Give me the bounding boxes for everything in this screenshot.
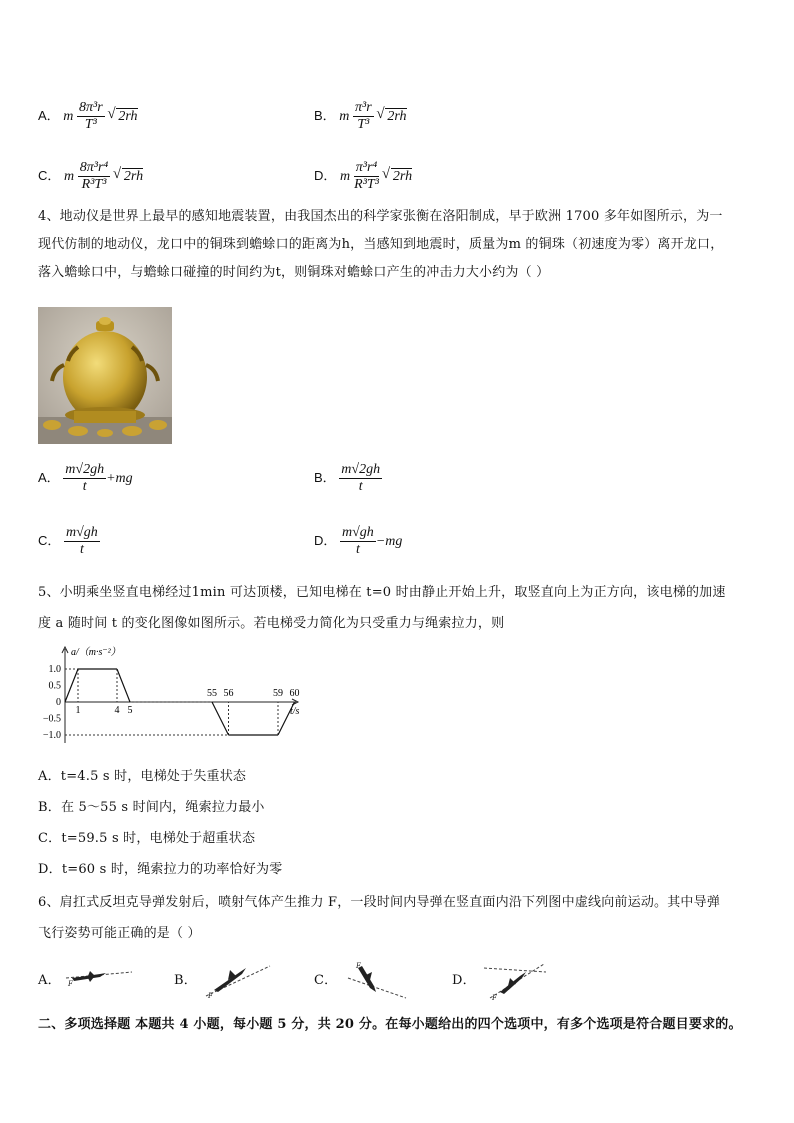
q4-line-3: 落入蟾蜍口中，与蟾蜍口碰撞的时间约为t，则铜珠对蟾蜍口产生的冲击力大小约为（ ）: [38, 265, 550, 280]
y-tick-label: 1.0: [48, 664, 61, 675]
option-letter: D．: [314, 532, 337, 548]
fraction-denominator: t: [82, 479, 87, 494]
q5-option-d: D．t=60 s 时，绳索拉力的功率恰好为零: [38, 862, 283, 877]
x-tick-label: 5: [127, 705, 133, 716]
fraction-numerator: m√gh: [342, 525, 374, 540]
q6-line-2: 飞行姿势可能正确的是（ ）: [38, 926, 201, 941]
fraction-numerator: 8π³r⁴: [79, 160, 109, 175]
q5-line-2: 度 a 随时间 t 的变化图像如图所示。若电梯受力简化为只受重力与绳索拉力，则: [38, 616, 505, 631]
option-letter: C．: [38, 167, 61, 183]
y-tick-label: −1.0: [42, 730, 61, 741]
acceleration-chart-svg: [34, 645, 314, 745]
option-letter: D．: [314, 167, 337, 183]
fraction-denominator: R³T³: [354, 177, 379, 192]
fraction-numerator: m√2gh: [341, 462, 381, 477]
fraction-denominator: T³: [84, 117, 97, 132]
fraction-numerator: π³r⁴: [355, 160, 378, 175]
fraction: [64, 525, 100, 558]
acceleration-chart: [34, 645, 314, 745]
math-m: m: [63, 108, 74, 124]
expression-tail: +mg: [106, 470, 133, 486]
q6-option-c-letter: C．: [314, 973, 338, 988]
option-letter: C．: [38, 532, 61, 548]
missile-b-icon: [200, 958, 272, 1000]
x-tick-label: 60: [289, 688, 300, 699]
y-tick-label: −0.5: [42, 713, 61, 725]
option-letter: B．: [314, 469, 336, 485]
q4-option-d: [314, 525, 402, 558]
q4-option-a: [38, 462, 133, 495]
y-axis-label: a/（m·s⁻²）: [71, 647, 121, 658]
q4-line-1: 4、地动仪是世界上最早的感知地震装置，由我国杰出的科学家张衡在洛阳制成，早于欧洲 1700 多年如图所示，为一: [38, 209, 723, 224]
fraction: [340, 525, 376, 558]
q3-option-b: [314, 100, 407, 133]
sqrt-expression: √ 2rh: [116, 108, 137, 125]
seismoscope-image: [38, 307, 172, 444]
q4-option-c: [38, 525, 100, 558]
x-axis-label: t/s: [290, 706, 300, 717]
option-letter: A．: [38, 107, 60, 123]
math-m: m: [340, 168, 351, 184]
force-label: F: [68, 980, 73, 988]
q5-text: [38, 582, 768, 635]
force-label: F: [208, 992, 213, 1000]
y-tick-label: 0: [56, 697, 61, 708]
q4-line-2: 现代仿制的地动仪，龙口中的铜珠到蟾蜍口的距离为h，当感知到地震时，质量为m 的铜珠（初速度为零）离开龙口，: [38, 237, 724, 252]
fraction-denominator: R³T³: [81, 177, 107, 192]
q5-option-a: A．t=4.5 s 时，电梯处于失重状态: [38, 769, 247, 784]
q6-text: [38, 892, 768, 945]
option-letter: B．: [314, 107, 336, 123]
sqrt-expression: √ 2rh: [385, 108, 406, 125]
fraction-denominator: t: [79, 542, 84, 557]
x-tick-label: 56: [223, 688, 234, 699]
fraction-numerator: m√2gh: [65, 462, 105, 477]
fraction-denominator: T³: [357, 117, 370, 132]
q4-text: [38, 206, 768, 284]
sqrt-expression: √ 2rh: [122, 168, 143, 185]
x-tick-label: 4: [114, 705, 120, 716]
section-2-heading: 二、多项选择题 本题共 4 小题，每小题 5 分，共 20 分。在每小题给出的四个选项中，有多个选项是符合题目要求的。: [38, 1017, 742, 1032]
fraction: [77, 100, 105, 133]
q5-line-1: 5、小明乘坐竖直电梯经过1min 可达顶楼，已知电梯在 t=0 时由静止开始上升，取竖直向上为正方向，该电梯的加速: [38, 585, 726, 600]
x-tick-label: 59: [273, 688, 283, 699]
fraction-denominator: t: [355, 542, 360, 557]
missile-a-icon: [62, 962, 134, 992]
q6-line-1: 6、肩扛式反坦克导弹发射后，喷射气体产生推力 F，一段时间内导弹在竖直面内沿下列图中虚线向前运动。其中导弹: [38, 895, 721, 910]
fraction: [339, 462, 382, 495]
q3-option-d: [314, 160, 412, 193]
fraction: [354, 160, 380, 193]
fraction-numerator: m√gh: [66, 525, 98, 540]
y-tick-label: 0.5: [48, 680, 61, 692]
missile-c-icon: [340, 958, 410, 1002]
q6-option-b-letter: B．: [174, 973, 197, 988]
fraction: [63, 462, 106, 495]
data-segment: [65, 669, 78, 702]
math-m: m: [64, 168, 75, 184]
fraction: [78, 160, 111, 193]
q3-option-a: [38, 100, 138, 133]
fraction-numerator: π³r: [355, 100, 372, 115]
q6-option-d-letter: D．: [452, 973, 476, 988]
q3-option-c: [38, 160, 143, 193]
force-label: F: [492, 994, 497, 1002]
q4-option-b: [314, 462, 382, 495]
q5-option-b: B．在 5～55 s 时间内，绳索拉力最小: [38, 800, 265, 815]
math-m: m: [339, 108, 350, 124]
q5-options: [38, 766, 282, 881]
expression-tail: −mg: [375, 533, 403, 549]
sqrt-expression: √ 2rh: [391, 168, 412, 185]
q6-option-a-letter: A．: [38, 973, 61, 988]
x-tick-label: 55: [207, 688, 217, 699]
data-segment: [117, 669, 130, 702]
fraction-denominator: t: [358, 479, 363, 494]
option-letter: A．: [38, 469, 60, 485]
data-segment: [212, 702, 229, 735]
force-label: F: [356, 962, 361, 970]
missile-d-icon: [480, 958, 550, 1002]
fraction-numerator: 8π³r: [79, 100, 103, 115]
x-tick-label: 1: [75, 705, 81, 716]
q5-option-c: C．t=59.5 s 时，电梯处于超重状态: [38, 831, 256, 846]
fraction: [353, 100, 374, 133]
